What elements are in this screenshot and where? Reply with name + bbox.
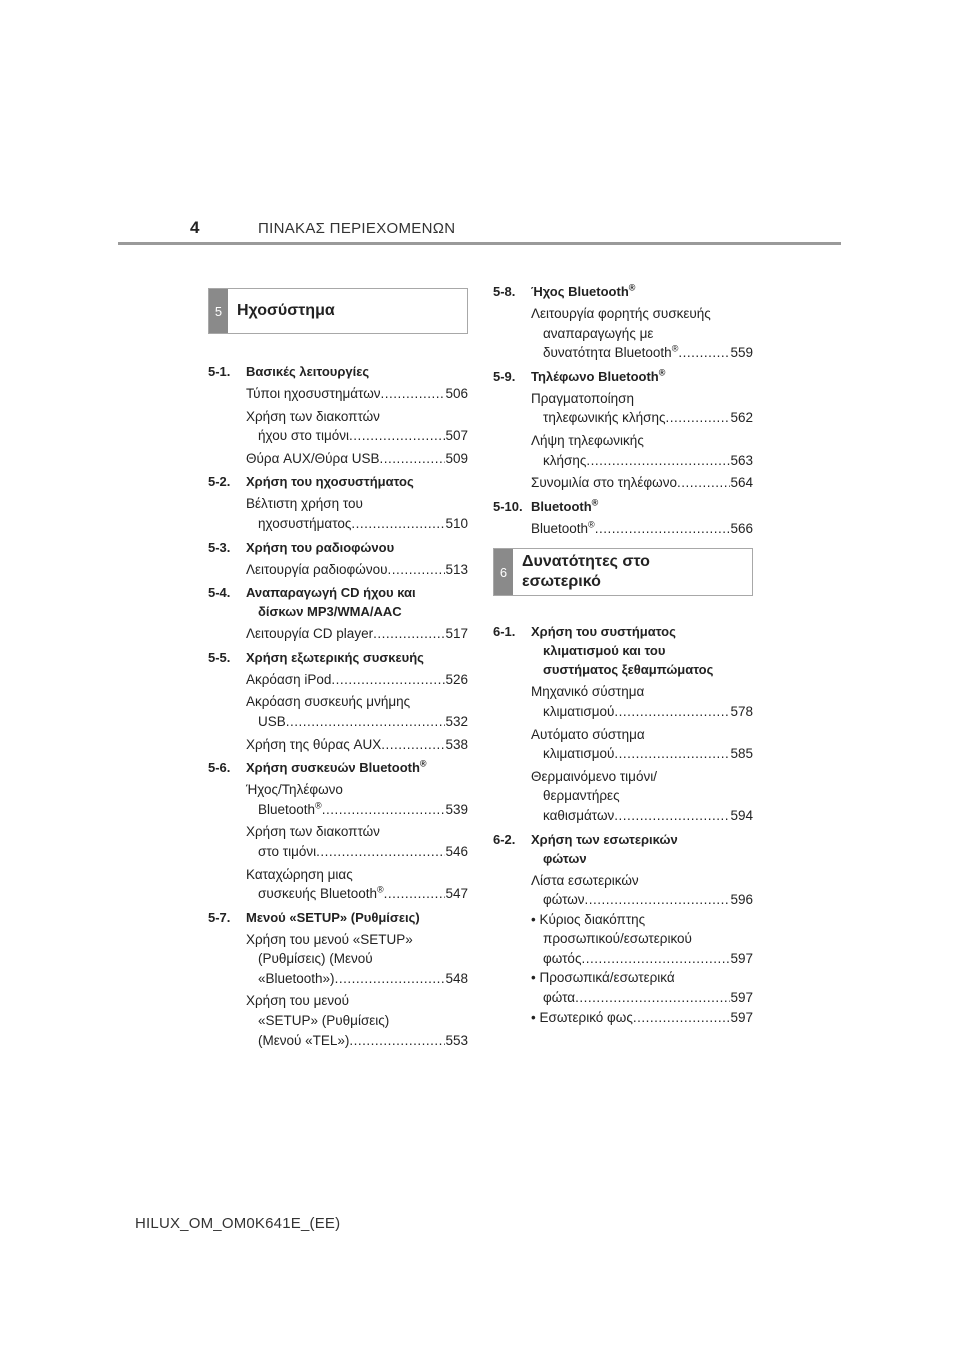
chapter-heading[interactable]: 5-9. Τηλέφωνο Bluetooth® (493, 367, 666, 384)
section-title: Ηχοσύστημα (237, 302, 335, 319)
toc-entry[interactable]: Θύρα AUX/Θύρα USB ..... 509 (208, 449, 468, 469)
chapter-heading[interactable]: 5-3. Χρήση του ραδιοφώνου (208, 539, 395, 555)
section-tab: 6 (494, 549, 513, 595)
toc-entry[interactable]: Καταχώρηση μιας συσκευής Bluetooth® ..... 547 (208, 865, 468, 904)
toc-entry[interactable]: Βέλτιστη χρήση του ηχοσυστήματος ..... 510 (208, 494, 468, 533)
section-6-header (493, 548, 753, 596)
toc-entry[interactable]: Χρήση της θύρας AUX ..... 538 (208, 735, 468, 755)
toc-entry[interactable]: Λειτουργία ραδιοφώνου ..... 513 (208, 560, 468, 580)
toc-entry[interactable]: Bluetooth® ..... 566 (493, 519, 753, 539)
chapter-heading[interactable]: 5-6. Χρήση συσκευών Bluetooth® (208, 758, 427, 776)
toc-entry[interactable]: Τύποι ηχοσυστημάτων ..... 506 (208, 384, 468, 404)
toc-entry[interactable]: Θερμαινόμενο τιμόνι/ θερμαντήρες καθισμάτων ..... 594 (493, 767, 753, 826)
chapter-heading[interactable]: 5-5. Χρήση εξωτερικής συσκευής (208, 649, 424, 665)
toc-entry[interactable]: Χρήση του μενού «SETUP» (Ρυθμίσεις) (Μενού «TEL») ..... 553 (208, 991, 468, 1050)
chapter-heading[interactable]: 6-2. Χρήση των εσωτερικών φώτων (493, 831, 678, 866)
toc-entry[interactable]: Ακρόαση iPod ..... 526 (208, 670, 468, 690)
chapter-heading[interactable]: 5-7. Μενού «SETUP» (Ρυθμίσεις) (208, 909, 420, 925)
toc-entry[interactable]: Ήχος/Τηλέφωνο Bluetooth® ..... 539 (208, 780, 468, 819)
toc-entry[interactable]: Χρήση των διακοπτών στο τιμόνι ..... 546 (208, 822, 468, 861)
toc-entry[interactable]: • Προσωπικά/εσωτερικά φώτα ..... 597 (493, 968, 753, 1007)
toc-entry[interactable]: Πραγματοποίηση τηλεφωνικής κλήσης ..... 562 (493, 389, 753, 428)
header-rule (118, 242, 841, 245)
chapter-heading[interactable]: 5-10. Bluetooth® (493, 497, 599, 514)
right-column (493, 282, 753, 1027)
header-title: ΠΙΝΑΚΑΣ ΠΕΡΙΕΧΟΜΕΝΩΝ (258, 220, 456, 237)
toc-entry[interactable]: Μηχανικό σύστημα κλιματισμού ..... 578 (493, 682, 753, 721)
section-title: Δυνατότητες στο εσωτερικό (522, 553, 650, 591)
section-tab: 5 (209, 289, 228, 333)
toc-entry[interactable]: Χρήση των διακοπτών ήχου στο τιμόνι ..... 507 (208, 407, 468, 446)
toc-entry[interactable]: Αυτόματο σύστημα κλιματισμού ..... 585 (493, 725, 753, 764)
chapter-heading[interactable]: 6-1. Χρήση του συστήματος κλιματισμού και του συστήματος ξεθαμπώματος (493, 624, 714, 678)
toc-entry[interactable]: Λειτουργία φορητής συσκευής αναπαραγωγής με δυνατότητα Bluetooth® ..... 559 (493, 304, 753, 363)
chapter-heading[interactable]: 5-8. Ήχος Bluetooth® (493, 282, 636, 299)
page-number: 4 (190, 218, 200, 237)
chapter-heading[interactable]: 5-1. Βασικές λειτουργίες (208, 364, 370, 379)
chapter-heading[interactable]: 5-2. Χρήση του ηχοσυστήματος (208, 474, 414, 490)
toc-entry[interactable]: Λειτουργία CD player ..... 517 (208, 624, 468, 644)
toc-entry[interactable]: Συνομιλία στο τηλέφωνο ..... 564 (493, 473, 753, 493)
chapter-heading[interactable]: 5-4. Αναπαραγωγή CD ήχου και δίσκων MP3/WMA/AAC (208, 585, 416, 620)
toc-entry[interactable]: Χρήση του μενού «SETUP» (Ρυθμίσεις) (Μενού «Bluetooth») ..... 548 (208, 930, 468, 989)
toc-entry[interactable]: Λήψη τηλεφωνικής κλήσης ..... 563 (493, 431, 753, 470)
section-5-header (208, 288, 468, 334)
toc-entry[interactable]: • Εσωτερικό φως ..... 597 (493, 1008, 753, 1028)
left-column (208, 288, 468, 1050)
toc-entry[interactable]: Ακρόαση συσκευής μνήμης USB ..... 532 (208, 692, 468, 731)
footer-code: HILUX_OM_OM0K641E_(EE) (135, 1215, 341, 1232)
toc-entry[interactable]: Λίστα εσωτερικών φώτων ..... 596 (493, 871, 753, 910)
toc-entry[interactable]: • Κύριος διακόπτης προσωπικού/εσωτερικού φωτός ..... 597 (493, 910, 753, 969)
